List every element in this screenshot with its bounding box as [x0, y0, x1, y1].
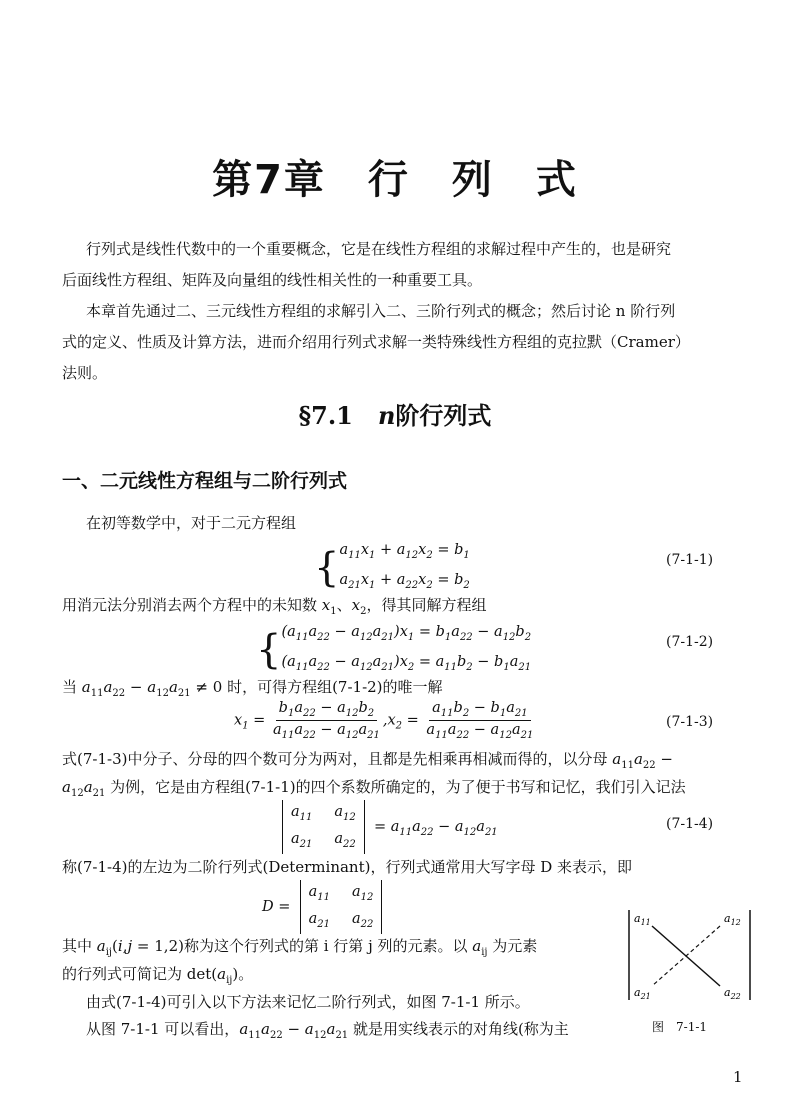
- section-heading: [0, 396, 790, 431]
- intro-p2-line1: 本章首先通过二、三元线性方程组的求解引入二、三阶行列式的概念；然后讨论 n 阶行列: [86, 302, 676, 320]
- determinant-matrix: $a_{11}$ $a_{12}$ $a_{21}$ $a_{22}$: [282, 800, 365, 854]
- fig-a22: $a_{22}$: [724, 986, 741, 1001]
- fig-a12: $a_{12}$: [724, 912, 741, 927]
- intro-p1-line1: 行列式是线性代数中的一个重要概念，它是在线性方程组的求解过程中产生的，也是研究: [86, 240, 672, 258]
- intro-p1-line2: 后面线性方程组、矩阵及向量组的线性相关性的一种重要工具。: [62, 271, 483, 289]
- body-line-3: 当 $a_{11}a_{22} - a_{12}a_{21} \ne 0$ 时，可得方程组(7-1-2)的唯一解: [62, 678, 443, 699]
- equation-7-1-1: { $a_{11}x_1 + a_{12}x_2 = b_1$ $a_{21}x_1 + a_{22}x_2 = b_2$: [314, 542, 470, 591]
- left-brace: {: [256, 626, 282, 673]
- body-line-8: 的行列式可简记为 $\det(a_{ij})$。: [62, 965, 254, 986]
- equation-label-7-1-1: (7-1-1): [666, 552, 714, 568]
- equation-7-1-4: $a_{11}$ $a_{12}$ $a_{21}$ $a_{22}$ = $a_{11}a_{22} - a_{12}a_{21}$: [282, 800, 498, 854]
- fig-a21: $a_{21}$: [634, 986, 651, 1001]
- equation-label-7-1-3: (7-1-3): [666, 714, 714, 730]
- body-line-9: 由式(7-1-4)可引入以下方法来记忆二阶行列式，如图 7-1-1 所示。: [86, 993, 530, 1011]
- determinant-D: $a_{11}$ $a_{12}$ $a_{21}$ $a_{22}$: [300, 880, 383, 934]
- body-line-4: 式(7-1-3)中分子、分母的四个数可分为两对，且都是先相乘再相减而得的，以分母 $a_{11}a_{22}$ −: [62, 750, 673, 771]
- intro-p2-line2: 式的定义、性质及计算方法，进而介绍用行列式求解一类特殊线性方程组的克拉默（Cramer）: [62, 333, 690, 351]
- chapter-title: 第7章 行 列 式: [212, 157, 578, 203]
- subsection-heading: 一、二元线性方程组与二阶行列式: [62, 470, 348, 492]
- body-line-5: $a_{12}a_{21}$ 为例，它是由方程组(7-1-1)的四个系数所确定的，为了便于书写和记忆，我们引入记法: [62, 778, 686, 799]
- body-line-1: 在初等数学中，对于二元方程组: [86, 514, 297, 532]
- body-line-7: 其中 $a_{ij}(i,j = 1,2)$称为这个行列式的第 i 行第 j 列的元素。以 $a_{ij}$ 为元素: [62, 937, 538, 958]
- section-number: §7.1: [298, 401, 353, 430]
- fraction-x1: $\frac{b_1a_{22} - a_{12}b_2}{a_{11}a_{22} - a_{12}a_{21}}$: [272, 700, 380, 741]
- fig-a11: $a_{11}$: [634, 912, 651, 927]
- section-var: n: [377, 401, 396, 430]
- body-line-2: 用消元法分别消去两个方程中的未知数 $x_1$、$x_2$，得其同解方程组: [62, 596, 487, 617]
- body-line-10: 从图 7-1-1 可以看出，$a_{11}a_{22} - a_{12}a_{21}$ 就是用实线表示的对角线(称为主: [86, 1020, 569, 1041]
- intro-p2-line3: 法则。: [62, 364, 108, 382]
- left-brace: {: [314, 544, 340, 591]
- equation-7-1-3: $x_1$ = $\frac{b_1a_{22} - a_{12}b_2}{a_{11}a_{22} - a_{12}a_{21}}$ $,x_2$ = $\frac{a_{11}b_2 - b_1a_{21}}{a_{11}a_{22} - a_{12}a_{21}}$: [234, 700, 536, 741]
- section-title: 阶行列式: [395, 401, 492, 430]
- equation-label-7-1-2: (7-1-2): [666, 634, 714, 650]
- equation-7-1-2: { $(a_{11}a_{22} - a_{12}a_{21})x_1 = b_1a_{22} - a_{12}b_2$ $(a_{11}a_{22} - a_{12}a_{21})x_2 = a_{11}b_2 - b_1a_{21}$: [256, 624, 532, 673]
- page-number: 1: [733, 1068, 743, 1086]
- equation-D: D = $a_{11}$ $a_{12}$ $a_{21}$ $a_{22}$: [262, 880, 382, 934]
- equation-label-7-1-4: (7-1-4): [666, 816, 714, 832]
- fraction-x2: $\frac{a_{11}b_2 - b_1a_{21}}{a_{11}a_{22} - a_{12}a_{21}}$: [426, 700, 534, 741]
- figure-7-1-1: [626, 906, 756, 1004]
- body-line-6: 称(7-1-4)的左边为二阶行列式(Determinant)，行列式通常用大写字母 D 来表示，即: [62, 858, 633, 876]
- figure-caption: 图 7-1-1: [652, 1020, 708, 1034]
